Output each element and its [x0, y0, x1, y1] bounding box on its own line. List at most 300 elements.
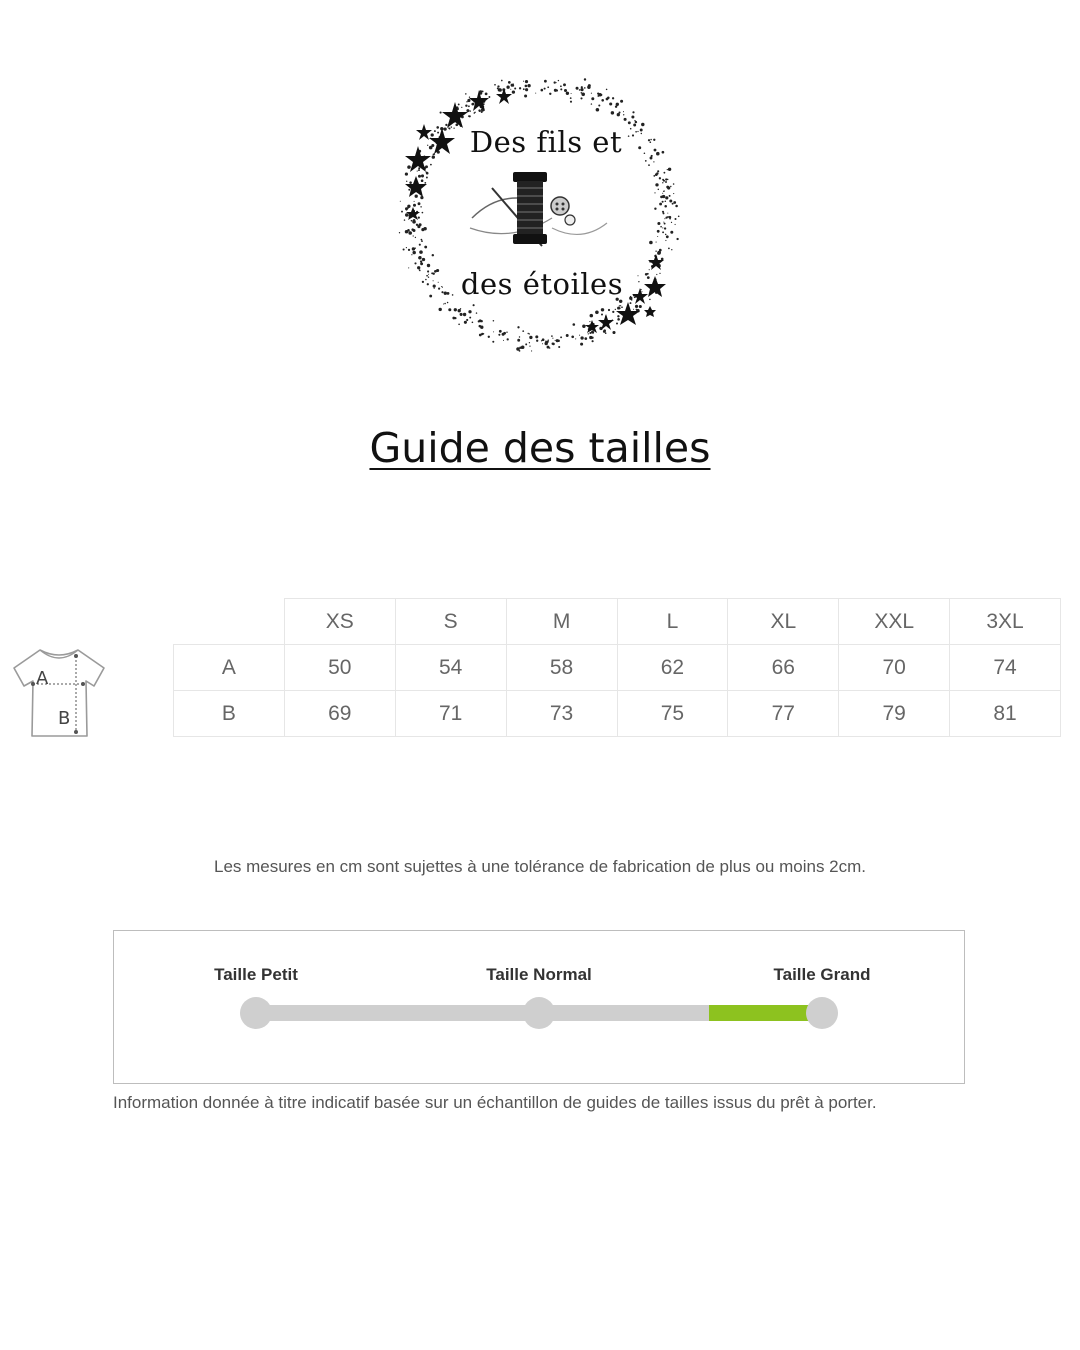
ring-dot — [669, 218, 671, 220]
size-header-row — [174, 599, 1061, 645]
ring-dot — [525, 88, 528, 91]
ring-dot — [517, 326, 519, 328]
ring-dot — [419, 250, 423, 254]
ring-dot — [519, 87, 521, 89]
ring-dot — [466, 101, 467, 102]
size-header-cell: S — [395, 599, 506, 645]
ring-dot — [418, 202, 421, 205]
ring-dot — [508, 81, 511, 84]
ring-dot — [400, 201, 401, 202]
ring-dot — [623, 111, 624, 112]
ring-dot — [595, 311, 599, 315]
ring-dot — [666, 235, 669, 238]
ring-dot — [465, 93, 467, 95]
ring-dot — [619, 305, 620, 306]
ring-dot — [478, 320, 480, 322]
ring-dot — [426, 177, 428, 179]
ring-dot — [463, 313, 466, 316]
ring-dot — [571, 93, 572, 94]
size-header-cell: M — [506, 599, 617, 645]
ring-dot — [525, 343, 527, 345]
ring-dot — [472, 321, 474, 323]
ring-dot — [492, 341, 494, 343]
ring-dot — [464, 321, 467, 324]
ring-dot — [581, 86, 583, 88]
ring-dot — [668, 168, 671, 171]
size-header-cell: 3XL — [950, 599, 1061, 645]
ring-dot — [469, 97, 470, 98]
size-header-cell: XXL — [839, 599, 950, 645]
ring-dot — [655, 183, 658, 186]
ring-dot — [580, 336, 583, 339]
ring-dot — [576, 87, 579, 90]
ring-dot — [598, 104, 600, 106]
ring-dot — [418, 167, 420, 169]
ring-dot — [579, 89, 581, 91]
ring-dot — [497, 85, 499, 87]
ring-dot — [469, 110, 470, 111]
fit-scale-highlight — [709, 1005, 811, 1021]
ring-dot — [556, 82, 557, 83]
ring-dot — [498, 88, 502, 92]
measurement-cell: 71 — [395, 691, 506, 737]
ring-dot — [525, 80, 528, 83]
ring-dot — [609, 102, 612, 105]
ring-dot — [588, 84, 591, 87]
ring-dot — [665, 234, 667, 236]
thread-spool-needle-icon — [470, 172, 607, 246]
ring-dot — [674, 218, 676, 220]
ring-dot — [617, 113, 620, 116]
ring-dot — [517, 339, 520, 342]
ring-dot — [580, 343, 583, 346]
ring-dot — [529, 345, 530, 346]
ring-dot — [473, 304, 475, 306]
ring-dot — [584, 78, 586, 80]
ring-dot — [667, 197, 669, 199]
ring-dot — [405, 173, 408, 176]
ring-dot — [430, 164, 432, 166]
ring-dot — [605, 332, 607, 334]
ring-dot — [635, 121, 637, 123]
ring-dot — [481, 320, 483, 322]
ring-dot — [507, 338, 509, 340]
ring-dot — [601, 99, 604, 102]
ring-dot — [675, 205, 678, 208]
ring-dot — [417, 171, 418, 172]
ring-dot — [648, 164, 650, 166]
ring-dot — [554, 89, 557, 92]
ring-dot — [659, 203, 662, 206]
tolerance-note: Les mesures en cm sont sujettes à une tolérance de fabrication de plus ou moins 2cm. — [213, 857, 867, 876]
ring-dot — [632, 111, 634, 113]
ring-dot — [665, 181, 667, 183]
ring-dot — [408, 189, 410, 191]
ring-dot — [407, 165, 411, 169]
ring-dot — [473, 103, 475, 105]
ring-dot — [662, 227, 663, 228]
ring-dot — [511, 84, 514, 87]
ring-dot — [415, 195, 418, 198]
ring-dot — [560, 88, 562, 90]
ring-dot — [422, 258, 425, 261]
ring-dot — [498, 334, 500, 336]
ring-dot — [621, 306, 623, 308]
ring-dot — [403, 248, 405, 250]
ring-dot — [663, 222, 664, 223]
ring-dot — [645, 160, 647, 162]
ring-dot — [572, 323, 575, 326]
ring-dot — [603, 330, 606, 333]
ring-dot — [547, 86, 549, 88]
ring-dot — [421, 179, 424, 182]
ring-dot — [611, 111, 614, 114]
ring-dot — [570, 101, 572, 103]
ring-dot — [662, 193, 663, 194]
measurement-cell: 50 — [284, 645, 395, 691]
ring-dot — [631, 115, 634, 118]
ring-dot — [615, 105, 617, 107]
ring-dot — [598, 93, 602, 97]
ring-dot — [412, 251, 415, 254]
ring-dot — [659, 177, 661, 179]
ring-dot — [656, 242, 657, 243]
ring-dot — [670, 186, 671, 187]
measure-label-b: B — [58, 708, 71, 729]
ring-dot — [418, 175, 421, 178]
ring-dot — [479, 334, 482, 337]
ring-dot — [554, 81, 556, 83]
ring-dot — [664, 223, 666, 225]
ring-dot — [639, 305, 642, 308]
ring-dot — [527, 333, 528, 334]
ring-dot — [535, 335, 538, 338]
ring-dot — [469, 317, 471, 319]
ring-dot — [468, 115, 469, 116]
measurement-cell: 74 — [950, 645, 1061, 691]
ring-dot — [592, 340, 594, 342]
ring-dot — [426, 172, 429, 175]
ring-dot — [414, 204, 415, 205]
ring-dot — [633, 309, 634, 310]
ring-dot — [620, 305, 621, 306]
tshirt-diagram — [10, 646, 108, 740]
ring-dot — [414, 262, 416, 264]
ring-dot — [524, 94, 527, 97]
measurement-cell: 79 — [839, 691, 950, 737]
ring-dot — [413, 219, 416, 222]
ring-dot — [466, 319, 468, 321]
ring-dot — [525, 85, 528, 88]
ring-dot — [665, 201, 667, 203]
ring-dot — [661, 258, 664, 261]
ring-dot — [668, 248, 670, 250]
ring-dot — [657, 230, 660, 233]
ring-dot — [630, 302, 632, 304]
ring-dot — [421, 240, 423, 242]
ring-dot — [667, 186, 670, 189]
ring-dot — [542, 343, 543, 344]
ring-dot — [420, 260, 422, 262]
ring-dot — [657, 236, 658, 237]
ring-dot — [655, 251, 656, 252]
ring-dot — [418, 256, 421, 259]
ring-dot — [519, 346, 521, 348]
ring-dot — [649, 241, 653, 245]
fit-knob-small — [240, 997, 272, 1029]
ring-dot — [409, 181, 412, 184]
ring-dot — [432, 254, 434, 256]
ring-dot — [566, 334, 569, 337]
ring-dot — [422, 212, 424, 214]
ring-dot — [589, 332, 591, 334]
ring-dot — [481, 111, 483, 113]
fit-label-small: Taille Petit — [214, 965, 298, 984]
measurement-cell: 77 — [728, 691, 839, 737]
ring-dot — [404, 219, 405, 220]
ring-dot — [466, 109, 469, 112]
ring-dot — [557, 340, 560, 343]
ring-dot — [399, 232, 400, 233]
ring-dot — [418, 169, 420, 171]
ring-dot — [411, 228, 414, 231]
ring-dot — [406, 209, 408, 211]
ring-dot — [558, 346, 560, 348]
ring-dot — [531, 350, 532, 351]
ring-dot — [419, 223, 422, 226]
row-label-cell: A — [174, 645, 285, 691]
ring-dot — [552, 343, 554, 345]
ring-dot — [519, 350, 521, 352]
ring-dot — [460, 313, 463, 316]
ring-dot — [547, 346, 550, 349]
ring-dot — [529, 336, 532, 339]
ring-dot — [601, 314, 603, 316]
corner-cell — [174, 599, 285, 645]
ring-dot — [663, 212, 665, 214]
ring-dot — [519, 336, 520, 337]
fit-scale-box — [113, 930, 965, 1084]
ring-dot — [421, 228, 424, 231]
ring-dot — [662, 179, 664, 181]
ring-dot — [624, 118, 627, 121]
ring-dot — [670, 231, 673, 234]
ring-dot — [410, 231, 411, 232]
ring-dot — [512, 90, 515, 93]
measurement-cell: 58 — [506, 645, 617, 691]
ring-dot — [529, 342, 530, 343]
ring-dot — [541, 89, 544, 92]
ring-dot — [560, 85, 562, 87]
ring-dot — [413, 235, 414, 236]
ring-dot — [575, 338, 576, 339]
ring-dot — [606, 89, 608, 91]
ring-dot — [421, 174, 424, 177]
ring-dot — [662, 231, 664, 233]
ring-dot — [667, 213, 668, 214]
ring-dot — [458, 323, 460, 325]
fit-label-large: Taille Grand — [773, 965, 871, 984]
ring-dot — [669, 200, 672, 203]
ring-dot — [424, 246, 427, 249]
measurement-cell: 81 — [950, 691, 1061, 737]
ring-dot — [523, 81, 524, 82]
ring-dot — [411, 220, 413, 222]
ring-dot — [544, 342, 547, 345]
logo-text-bottom: des étoiles — [460, 267, 624, 301]
ring-dot — [675, 224, 676, 225]
ring-dot — [673, 183, 675, 185]
ring-dot — [510, 89, 511, 90]
ring-dot — [407, 229, 410, 232]
ring-dot — [615, 309, 616, 310]
ring-dot — [672, 203, 674, 205]
ring-dot — [653, 175, 655, 177]
ring-dot — [468, 105, 470, 107]
ring-dot — [544, 80, 547, 83]
ring-dot — [616, 323, 618, 325]
ring-dot — [571, 335, 574, 338]
ring-dot — [584, 87, 586, 89]
ring-dot — [478, 109, 480, 111]
ring-dot — [493, 320, 495, 322]
ring-dot — [415, 237, 416, 238]
ring-dot — [424, 182, 426, 184]
ring-dot — [591, 97, 594, 100]
ring-dot — [662, 201, 664, 203]
ring-dot — [514, 87, 516, 89]
ring-dot — [662, 195, 665, 198]
ring-dot — [494, 84, 496, 86]
ring-dot — [579, 335, 580, 336]
size-header-cell: XL — [728, 599, 839, 645]
ring-dot — [468, 310, 471, 313]
ring-dot — [454, 317, 456, 319]
size-table — [173, 598, 1061, 737]
ring-dot — [527, 84, 530, 87]
measurement-cell: 62 — [617, 645, 728, 691]
ring-dot — [522, 330, 524, 332]
ring-dot — [476, 312, 477, 313]
ring-dot — [444, 303, 446, 305]
ring-dot — [665, 216, 667, 218]
ring-dot — [660, 226, 662, 228]
measure-label-a: A — [36, 668, 49, 689]
ring-dot — [662, 182, 663, 183]
size-header-cell: L — [617, 599, 728, 645]
ring-dot — [664, 227, 666, 229]
ring-dot — [596, 108, 600, 112]
ring-dot — [588, 333, 589, 334]
ring-dot — [664, 218, 665, 219]
ring-dot — [564, 89, 567, 92]
ring-dot — [454, 308, 457, 311]
ring-dot — [503, 340, 504, 341]
fit-knob-normal — [523, 997, 555, 1029]
ring-dot — [665, 240, 666, 241]
ring-dot — [566, 92, 569, 95]
ring-dot — [467, 99, 470, 102]
ring-dot — [407, 207, 409, 209]
ring-dot — [591, 337, 593, 339]
ring-dot — [536, 340, 538, 342]
ring-dot — [658, 189, 659, 190]
ring-dot — [667, 169, 668, 170]
ring-dot — [653, 161, 654, 162]
ring-dot — [601, 308, 604, 311]
ring-dot — [458, 309, 461, 312]
ring-dot — [419, 244, 421, 246]
ring-dot — [555, 340, 556, 341]
ring-dot — [488, 336, 490, 338]
ring-dot — [414, 201, 415, 202]
ring-dot — [523, 88, 525, 90]
ring-dot — [458, 103, 460, 105]
ring-dot — [678, 215, 680, 217]
ring-dot — [560, 336, 562, 338]
ring-dot — [551, 335, 553, 337]
ring-dot — [623, 114, 624, 115]
ring-dot — [591, 103, 592, 104]
ring-dot — [673, 201, 676, 204]
measurement-cell: 54 — [395, 645, 506, 691]
ring-dot — [580, 97, 582, 99]
ring-dot — [676, 238, 678, 240]
logo-text-top: Des fils et — [469, 125, 623, 159]
ring-dot — [535, 93, 536, 94]
fit-knob-large — [806, 997, 838, 1029]
ring-dot — [405, 213, 408, 216]
ring-dot — [584, 337, 587, 340]
ring-dot — [542, 338, 545, 341]
ring-dot — [558, 80, 559, 81]
ring-dot — [669, 195, 671, 197]
ring-dot — [590, 314, 594, 318]
ring-dot — [406, 247, 407, 248]
ring-dot — [502, 333, 505, 336]
ring-dot — [592, 332, 594, 334]
ring-dot — [635, 305, 638, 308]
ring-dot — [580, 88, 583, 91]
measurement-cell: 73 — [506, 691, 617, 737]
ring-dot — [657, 170, 659, 172]
ring-dot — [506, 86, 509, 89]
ring-dot — [411, 254, 412, 255]
ring-dot — [480, 326, 483, 329]
ring-dot — [440, 112, 442, 114]
ring-dot — [506, 331, 507, 332]
ring-dot — [501, 80, 503, 82]
ring-dot — [667, 179, 669, 181]
ring-dot — [619, 307, 621, 309]
table-row — [174, 645, 1061, 691]
ring-dot — [447, 302, 449, 304]
ring-dot — [552, 338, 553, 339]
ring-dot — [420, 262, 423, 265]
ring-dot — [412, 247, 415, 250]
measurement-cell: 69 — [284, 691, 395, 737]
ring-dot — [606, 98, 609, 101]
ring-dot — [671, 222, 672, 223]
ring-dot — [673, 193, 674, 194]
ring-dot — [570, 97, 572, 99]
page-title: Guide des tailles — [369, 424, 711, 472]
ring-dot — [629, 122, 630, 123]
ring-dot — [544, 88, 546, 90]
ring-dot — [589, 321, 590, 322]
ring-dot — [657, 251, 661, 255]
measurement-cell: 75 — [617, 691, 728, 737]
